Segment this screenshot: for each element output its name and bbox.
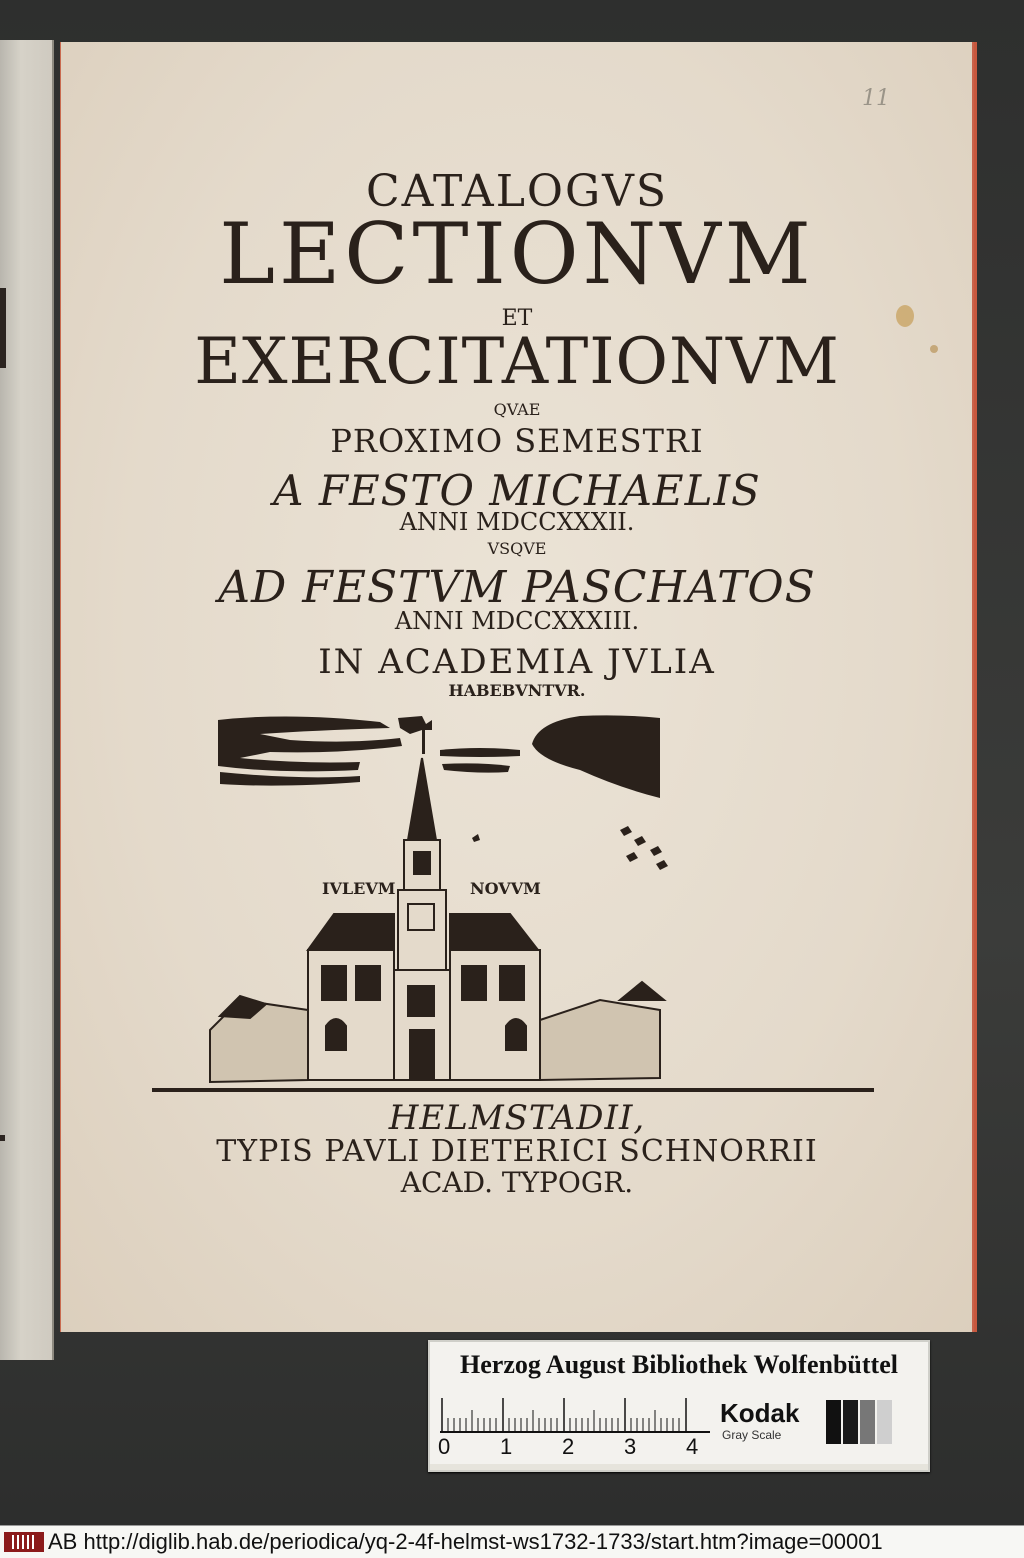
pencil-page-number: 11	[862, 86, 890, 111]
imprint-printer: TYPIS PAVLI DIETERICI SCHNORRII	[216, 1134, 818, 1169]
title-anni-1732: ANNI MDCCXXXII.	[399, 508, 635, 536]
url-text	[48, 1529, 883, 1555]
woodcut-ground-rule	[152, 1088, 874, 1092]
title-in-academia-julia: IN ACADEMIA JVLIA	[318, 642, 716, 682]
title-quae: QVAE	[493, 400, 541, 419]
facing-page-edge	[0, 40, 54, 1360]
woodcut-cloud-left	[218, 716, 402, 785]
woodcut-birds	[472, 826, 668, 870]
title-anni-1733: ANNI MDCCXXXIII.	[394, 607, 640, 635]
gray-patch-mid	[860, 1400, 875, 1444]
woodcut-tower	[394, 758, 450, 1080]
color-reference-card	[428, 1340, 930, 1472]
ruler-number: 2	[562, 1434, 575, 1459]
library-logo-icon	[4, 1532, 44, 1552]
gray-patch-black	[826, 1400, 841, 1444]
ruler-numbers	[438, 1434, 728, 1464]
woodcut-weathervane	[398, 716, 432, 754]
ruler-number: 1	[500, 1434, 513, 1459]
card-library-title: Herzog August Bibliothek Wolfenbüttel	[460, 1350, 898, 1379]
woodcut-label-right: NOVVM	[470, 879, 541, 898]
card-bottom-edge	[430, 1464, 928, 1470]
title-catalogus: CATALOGVS	[365, 166, 669, 217]
ruler-scale	[440, 1394, 710, 1434]
gray-scale-label: Gray Scale	[722, 1428, 782, 1442]
gray-scale-patches	[826, 1400, 896, 1444]
ruler-number: 4	[686, 1434, 699, 1459]
title-usque: VSQVE	[487, 539, 547, 558]
gray-patch-dark	[843, 1400, 858, 1444]
imprint-place: HELMSTADII,	[388, 1098, 646, 1138]
woodcut-cloud-right	[440, 715, 660, 798]
url-link[interactable]: http://diglib.hab.de/periodica/yq-2-4f-helmst-ws1732-1733/start.htm?image=00001	[83, 1529, 883, 1554]
woodcut-academy-building	[60, 700, 974, 1100]
title-ad-festum-paschatos: AD FESTVM PASCHATOS	[218, 562, 816, 613]
ruler-number: 3	[624, 1434, 637, 1459]
gray-patch-light	[877, 1400, 892, 1444]
kodak-brand: Kodak	[720, 1398, 800, 1428]
ruler-number: 0	[438, 1434, 451, 1459]
facing-page-ink-mark	[0, 288, 6, 368]
title-a-festo-michaelis: A FESTO MICHAELIS	[273, 466, 761, 515]
url-prefix: AB	[48, 1529, 78, 1554]
title-lectionum: LECTIONVM	[219, 205, 815, 303]
url-footer-bar	[0, 1525, 1024, 1558]
facing-page-ink-mark	[0, 1135, 5, 1141]
woodcut-label-left: IVLEVM	[322, 879, 396, 898]
title-proximo-semestri: PROXIMO SEMESTRI	[330, 422, 704, 460]
title-habebuntur: HABEBVNTVR.	[448, 681, 586, 700]
title-et: ET	[501, 306, 533, 331]
title-exercitationum: EXERCITATIONVM	[194, 325, 840, 399]
imprint-role: ACAD. TYPOGR.	[400, 1166, 634, 1199]
